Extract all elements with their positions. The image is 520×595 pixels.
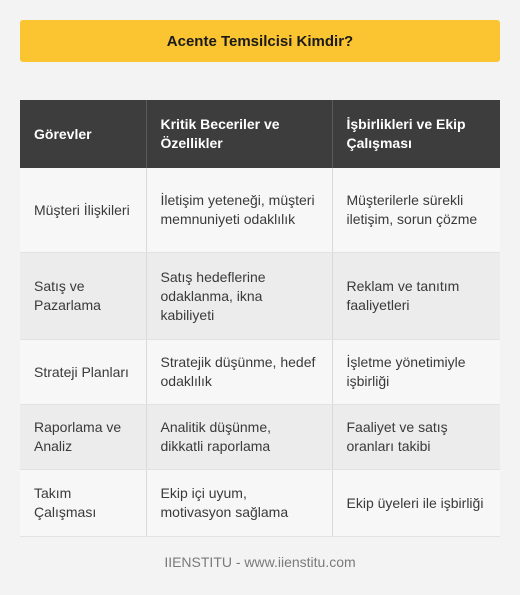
table-row	[20, 470, 500, 537]
table-cell: Ekip içi uyum, motivasyon sağlama	[146, 470, 332, 537]
table-cell: Faaliyet ve satış oranları takibi	[332, 405, 500, 470]
table-cell: Satış ve Pazarlama	[20, 253, 146, 340]
table-row	[20, 253, 500, 340]
table-header-row	[20, 100, 500, 168]
column-header-tasks: Görevler	[20, 100, 146, 168]
info-table	[20, 100, 500, 537]
table-cell: Reklam ve tanıtım faaliyetleri	[332, 253, 500, 340]
column-header-skills: Kritik Beceriler ve Özellikler	[146, 100, 332, 168]
table-cell: Analitik düşünme, dikkatli raporlama	[146, 405, 332, 470]
column-header-collaboration: İşbirlikleri ve Ekip Çalışması	[332, 100, 500, 168]
table-cell: İletişim yeteneği, müşteri memnuniyeti odaklılık	[146, 168, 332, 253]
title-banner	[20, 20, 500, 62]
table-cell: Satış hedeflerine odaklanma, ikna kabiliyeti	[146, 253, 332, 340]
footer-credit: IIENSTITU - www.iienstitu.com	[164, 554, 356, 570]
page-title: Acente Temsilcisi Kimdir?	[166, 32, 354, 50]
table-row	[20, 168, 500, 253]
table-row	[20, 340, 500, 405]
table-cell: Stratejik düşünme, hedef odaklılık	[146, 340, 332, 405]
table-cell: İşletme yönetimiyle işbirliği	[332, 340, 500, 405]
table-cell: Ekip üyeleri ile işbirliği	[332, 470, 500, 537]
table-cell: Müşterilerle sürekli iletişim, sorun çözme	[332, 168, 500, 253]
table-cell: Strateji Planları	[20, 340, 146, 405]
table-cell: Müşteri İlişkileri	[20, 168, 146, 253]
table-cell: Takım Çalışması	[20, 470, 146, 537]
table-cell: Raporlama ve Analiz	[20, 405, 146, 470]
table-row	[20, 405, 500, 470]
